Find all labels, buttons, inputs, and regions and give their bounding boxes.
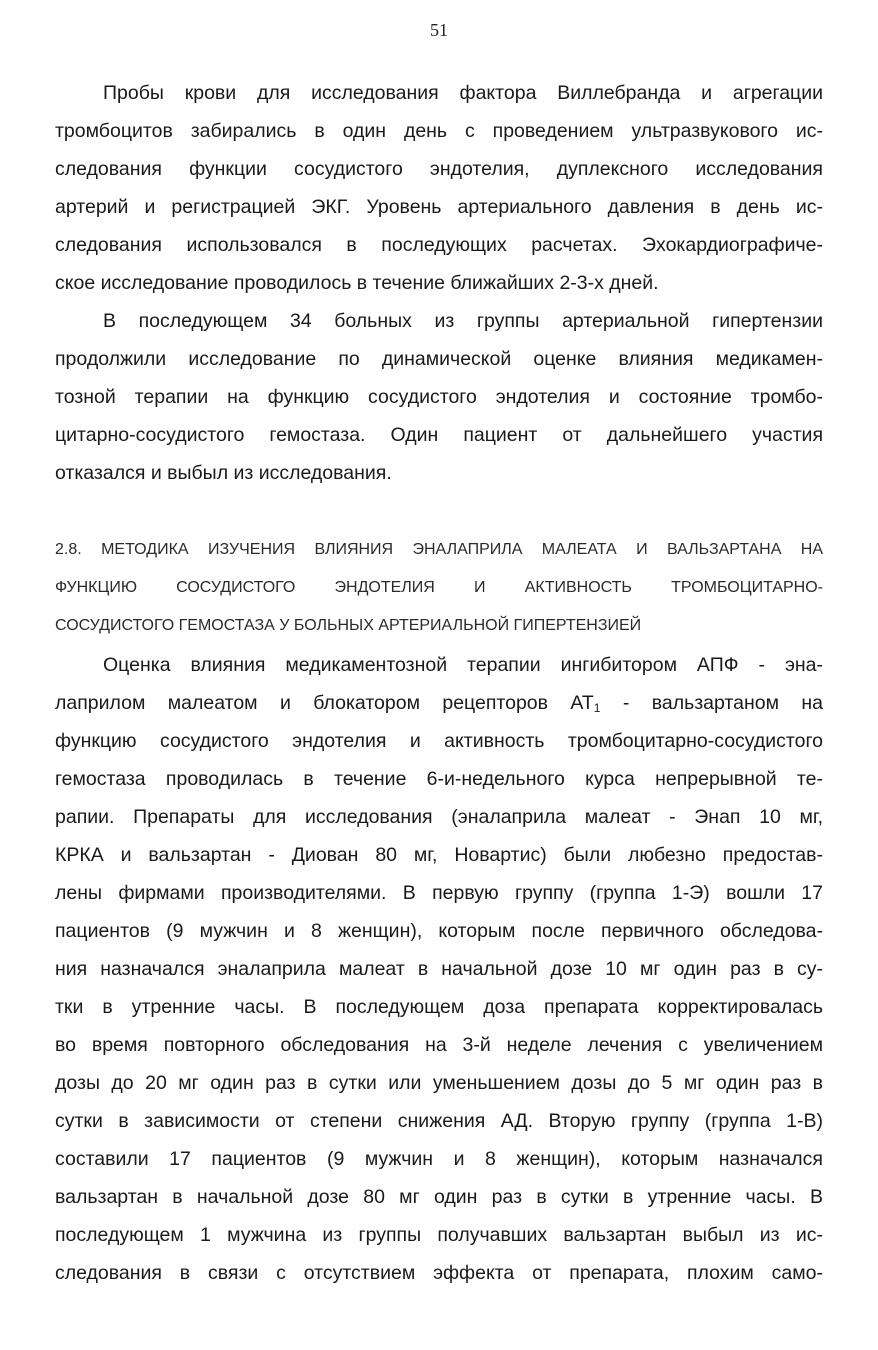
- text-line: составили 17 пациентов (9 мужчин и 8 женщин), которым назначался: [55, 1148, 823, 1170]
- text-line: тки в утренние часы. В последующем доза препарата корректировалась: [55, 996, 823, 1018]
- text-fragment: лаприлом малеатом и блокатором рецепторов АТ: [55, 692, 594, 714]
- text-line-with-subscript: [55, 691, 823, 715]
- heading-line: 2.8. МЕТОДИКА ИЗУЧЕНИЯ ВЛИЯНИЯ ЭНАЛАПРИЛА МАЛЕАТА И ВАЛЬЗАРТАНА НА: [55, 541, 823, 558]
- text-line: во время повторного обследования на 3-й неделе лечения с увеличением: [55, 1034, 823, 1056]
- text-fragment: - вальзартаном на: [600, 692, 823, 714]
- heading-line: ФУНКЦИЮ СОСУДИСТОГО ЭНДОТЕЛИЯ И АКТИВНОСТЬ ТРОМБОЦИТАРНО-: [55, 579, 823, 596]
- heading-line: СОСУДИСТОГО ГЕМОСТАЗА У БОЛЬНЫХ АРТЕРИАЛЬНОЙ ГИПЕРТЕНЗИЕЙ: [55, 617, 642, 634]
- text-line: тромбоцитов забирались в один день с проведением ультразвукового ис-: [55, 120, 823, 142]
- text-line: КРКА и вальзартан - Диован 80 мг, Новартис) были любезно предостав-: [55, 844, 823, 866]
- page-number: 51: [430, 20, 448, 40]
- text-line: рапии. Препараты для исследования (эналаприла малеат - Энап 10 мг,: [55, 806, 823, 828]
- text-line: следования в связи с отсутствием эффекта от препарата, плохим само-: [55, 1262, 823, 1284]
- text-line: гемостаза проводилась в течение 6-и-недельного курса непрерывной те-: [55, 768, 823, 790]
- text-line: Пробы крови для исследования фактора Виллебранда и агрегации: [103, 82, 823, 104]
- text-line: последующем 1 мужчина из группы получавших вальзартан выбыл из ис-: [55, 1224, 823, 1246]
- text-line: Оценка влияния медикаментозной терапии ингибитором АПФ - эна-: [103, 654, 823, 676]
- text-line: функцию сосудистого эндотелия и активность тромбоцитарно-сосудистого: [55, 730, 823, 752]
- text-line: артерий и регистрацией ЭКГ. Уровень артериального давления в день ис-: [55, 196, 823, 218]
- text-line: дозы до 20 мг один раз в сутки или уменьшением дозы до 5 мг один раз в: [55, 1072, 823, 1094]
- text-line: В последующем 34 больных из группы артериальной гипертензии: [103, 310, 823, 332]
- text-line: ское исследование проводилось в течение ближайших 2-3-х дней.: [55, 272, 659, 294]
- text-line: сутки в зависимости от степени снижения АД. Вторую группу (группа 1-В): [55, 1110, 823, 1132]
- text-line: следования функции сосудистого эндотелия, дуплексного исследования: [55, 158, 823, 180]
- text-line: следования использовался в последующих расчетах. Эхокардиографиче-: [55, 234, 823, 256]
- text-line: тозной терапии на функцию сосудистого эндотелия и состояние тромбо-: [55, 386, 823, 408]
- text-line: продолжили исследование по динамической оценке влияния медикамен-: [55, 348, 823, 370]
- text-line: пациентов (9 мужчин и 8 женщин), которым после первичного обследова-: [55, 920, 823, 942]
- text-line: вальзартан в начальной дозе 80 мг один раз в сутки в утренние часы. В: [55, 1186, 823, 1208]
- text-line: отказался и выбыл из исследования.: [55, 462, 392, 484]
- text-line: цитарно-сосудистого гемостаза. Один пациент от дальнейшего участия: [55, 424, 823, 446]
- text-line: лены фирмами производителями. В первую группу (группа 1-Э) вошли 17: [55, 882, 823, 904]
- text-line: ния назначался эналаприла малеат в начальной дозе 10 мг один раз в су-: [55, 958, 823, 980]
- subscript: 1: [593, 701, 601, 715]
